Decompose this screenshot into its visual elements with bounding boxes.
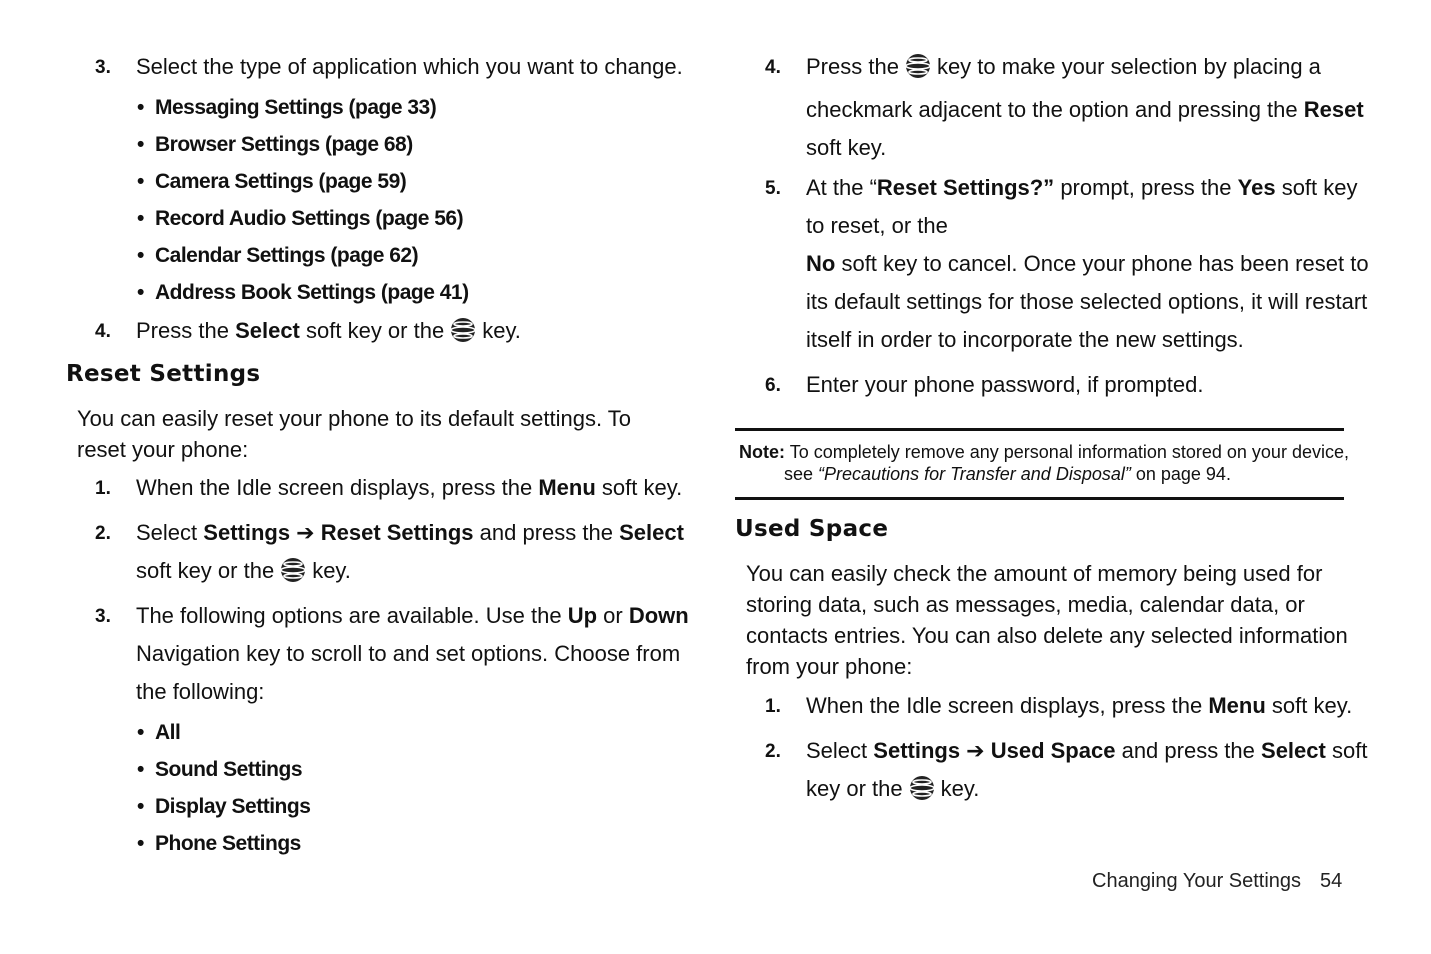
list-item: • All bbox=[137, 721, 181, 744]
used-intro-paragraph: You can easily check the amount of memory being used for storing data, such as messages, media, calendar data, or contacts entries. You can also delete any selected information from your phone: bbox=[746, 561, 1348, 679]
note-line-1: Note: To completely remove any personal information stored on your device, bbox=[739, 442, 1349, 462]
note-line-2: see “Precautions for Transfer and Disposal” on page 94. bbox=[784, 464, 1231, 484]
step-text: The following options are available. Use the Up or Down Navigation key to scroll to and set options. Choose from the following: bbox=[136, 603, 689, 704]
att-globe-key-icon bbox=[905, 53, 931, 91]
step-number: 2. bbox=[765, 741, 781, 762]
step-text: Select the type of application which you want to change. bbox=[136, 54, 683, 79]
list-item: • Phone Settings bbox=[137, 832, 301, 855]
section-heading-used-space: Used Space bbox=[735, 516, 889, 542]
step-text: At the “Reset Settings?” prompt, press the Yes soft key to reset, or the No soft key to cancel. Once your phone has been reset to its default settings for those selected options, it will restart itself in order to incorporate the new settings. bbox=[806, 175, 1369, 352]
att-globe-key-icon bbox=[450, 317, 476, 355]
list-item: • Messaging Settings (page 33) bbox=[137, 96, 437, 119]
step-text: Press the key to make your selection by placing a checkmark adjacent to the option and pressing the Reset soft key. bbox=[806, 54, 1364, 160]
step-text: When the Idle screen displays, press the Menu soft key. bbox=[136, 475, 683, 500]
step-text: Select Settings ➔ Used Space and press the Select soft key or the key. bbox=[806, 732, 1367, 813]
step-number: 4. bbox=[95, 321, 111, 342]
step-number: 5. bbox=[765, 178, 781, 199]
att-globe-key-icon bbox=[909, 775, 935, 813]
step-text: Select Settings ➔ Reset Settings and press the Select soft key or the key. bbox=[136, 514, 684, 595]
att-globe-key-icon bbox=[280, 557, 306, 595]
note-reference: “Precautions for Transfer and Disposal” bbox=[818, 464, 1131, 484]
list-item: • Camera Settings (page 59) bbox=[137, 170, 407, 193]
list-item: • Address Book Settings (page 41) bbox=[137, 281, 469, 304]
step-number: 1. bbox=[95, 478, 111, 499]
list-item: • Calendar Settings (page 62) bbox=[137, 244, 419, 267]
note-label: Note: bbox=[739, 442, 785, 462]
list-item: • Record Audio Settings (page 56) bbox=[137, 207, 464, 230]
step-text: Press the Select soft key or the key. bbox=[136, 312, 521, 355]
list-item: • Display Settings bbox=[137, 795, 311, 818]
step-text: Enter your phone password, if prompted. bbox=[806, 372, 1204, 397]
step-text: When the Idle screen displays, press the Menu soft key. bbox=[806, 693, 1353, 718]
step-number: 1. bbox=[765, 696, 781, 717]
step-number: 4. bbox=[765, 57, 781, 78]
step-number: 6. bbox=[765, 375, 781, 396]
reset-intro-paragraph: You can easily reset your phone to its default settings. To reset your phone: bbox=[77, 406, 632, 462]
step-number: 3. bbox=[95, 57, 111, 78]
step-number: 3. bbox=[95, 606, 111, 627]
footer-section-title: Changing Your Settings bbox=[1092, 870, 1302, 892]
page-number: 54 bbox=[1320, 870, 1343, 892]
step-number: 2. bbox=[95, 523, 111, 544]
list-item: • Sound Settings bbox=[137, 758, 302, 781]
section-heading-reset-settings: Reset Settings bbox=[66, 361, 261, 387]
list-item: • Browser Settings (page 68) bbox=[137, 133, 413, 156]
